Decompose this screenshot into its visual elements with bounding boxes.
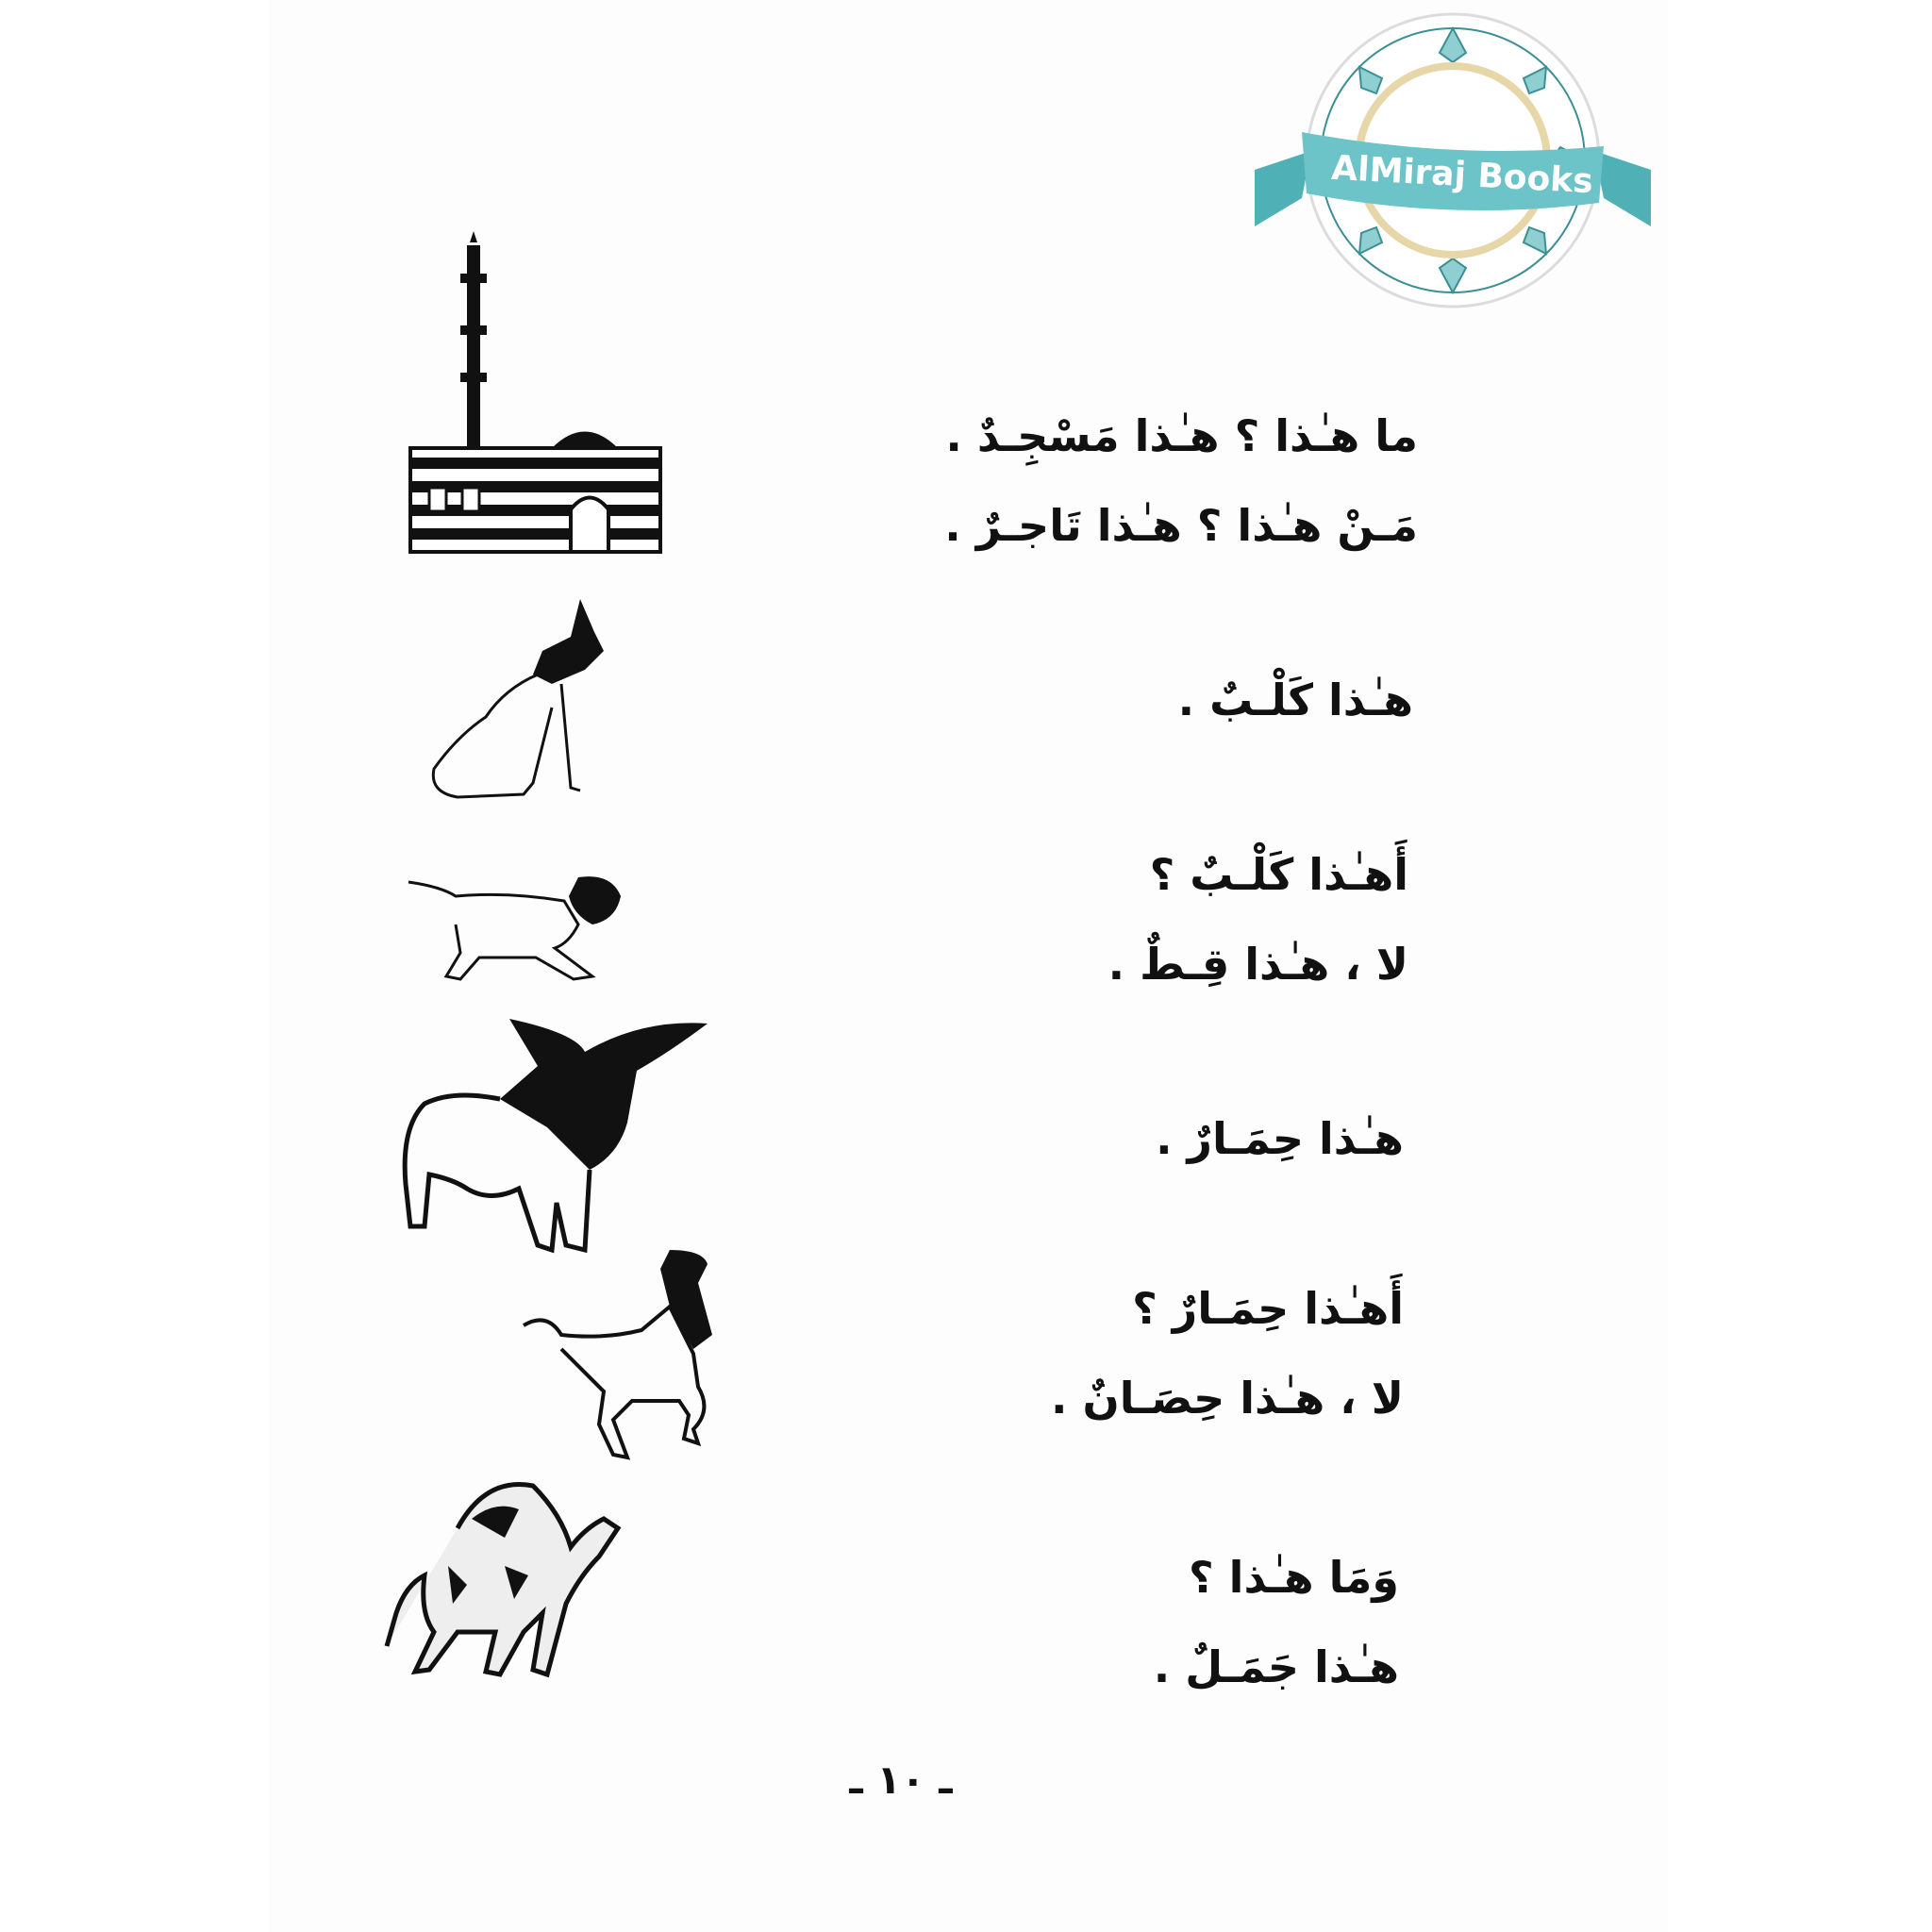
camel-icon <box>382 1472 623 1679</box>
donkey-icon <box>396 1014 712 1259</box>
watermark-text: AlMiraj Books <box>1330 148 1594 202</box>
line-dog: هـٰذا كَلْـبٌ . <box>1177 675 1413 725</box>
line-donkey: هـٰذا حِمَـارٌ . <box>1156 1113 1404 1164</box>
line-mosque-question: ما هـٰذا ؟ هـٰذا مَسْجِـدٌ . <box>945 410 1418 461</box>
left-margin <box>0 0 269 1932</box>
horse-icon <box>519 1245 722 1462</box>
line-merchant-question: مَـنْ هـٰذا ؟ هـٰذا تَاجـرٌ . <box>944 500 1418 551</box>
line-is-this-dog: أَهـٰذا كَلْـبٌ ؟ <box>1149 849 1408 900</box>
line-what-is-this: وَمَا هـٰذا ؟ <box>1188 1552 1399 1603</box>
page-number: ـ ١٠ ـ <box>849 1757 953 1803</box>
dog-icon <box>429 594 618 802</box>
line-cat-answer: لا ، هـٰذا قِـطٌ . <box>1108 939 1408 990</box>
line-is-this-donkey: أَهـٰذا حِمَـارٌ ؟ <box>1132 1283 1404 1334</box>
right-margin <box>1668 0 1932 1932</box>
mosque-icon <box>406 231 665 557</box>
line-camel: هـٰذا جَمَـلٌ . <box>1153 1641 1399 1692</box>
line-horse-answer: لا ، هـٰذا حِصَـانٌ . <box>1051 1373 1404 1424</box>
cat-icon <box>404 868 630 986</box>
